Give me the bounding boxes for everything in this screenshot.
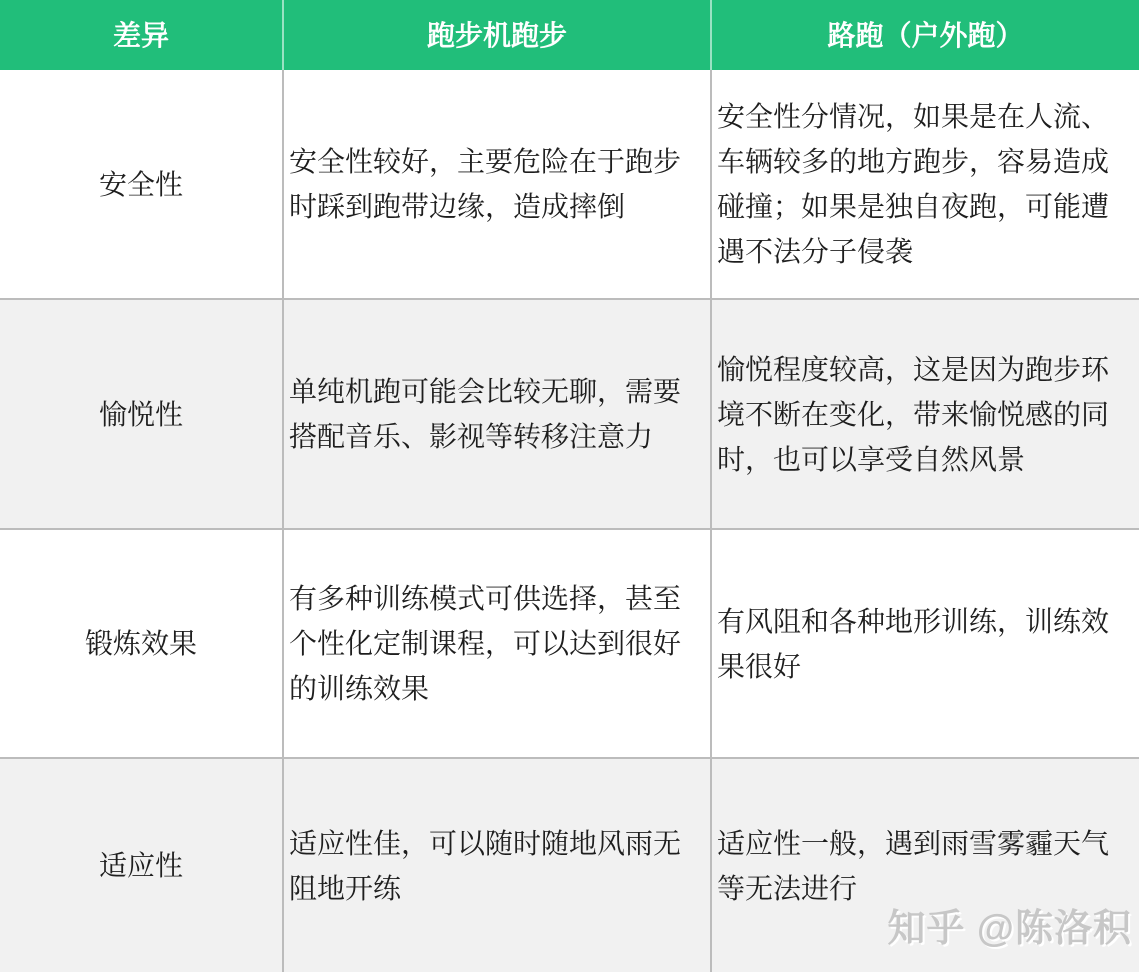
header-cell-outdoor: 路跑（户外跑） — [712, 0, 1139, 70]
pleasure-treadmill-cell: 单纯机跑可能会比较无聊，需要搭配音乐、影视等转移注意力 — [284, 298, 712, 528]
adaptability-outdoor-cell: 适应性一般，遇到雨雪雾霾天气等无法进行 — [712, 757, 1139, 972]
training-treadmill-cell: 有多种训练模式可供选择，甚至个性化定制课程，可以达到很好的训练效果 — [284, 528, 712, 757]
training-outdoor-cell: 有风阻和各种地形训练，训练效果很好 — [712, 528, 1139, 757]
safety-outdoor-cell: 安全性分情况，如果是在人流、车辆较多的地方跑步，容易造成碰撞；如果是独自夜跑，可能遭遇不法分子侵袭 — [712, 70, 1139, 298]
row-label-pleasure: 愉悦性 — [0, 298, 284, 528]
zhihu-watermark: 知乎 @陈洛积 — [887, 908, 1132, 950]
adaptability-treadmill-cell: 适应性佳，可以随时随地风雨无阻地开练 — [284, 757, 712, 972]
header-cell-treadmill: 跑步机跑步 — [284, 0, 712, 70]
row-label-training-effect: 锻炼效果 — [0, 528, 284, 757]
pleasure-outdoor-cell: 愉悦程度较高，这是因为跑步环境不断在变化，带来愉悦感的同时，也可以享受自然风景 — [712, 298, 1139, 528]
header-cell-difference: 差异 — [0, 0, 284, 70]
row-label-adaptability: 适应性 — [0, 757, 284, 972]
row-label-safety: 安全性 — [0, 70, 284, 298]
safety-treadmill-cell: 安全性较好，主要危险在于跑步时踩到跑带边缘，造成摔倒 — [284, 70, 712, 298]
